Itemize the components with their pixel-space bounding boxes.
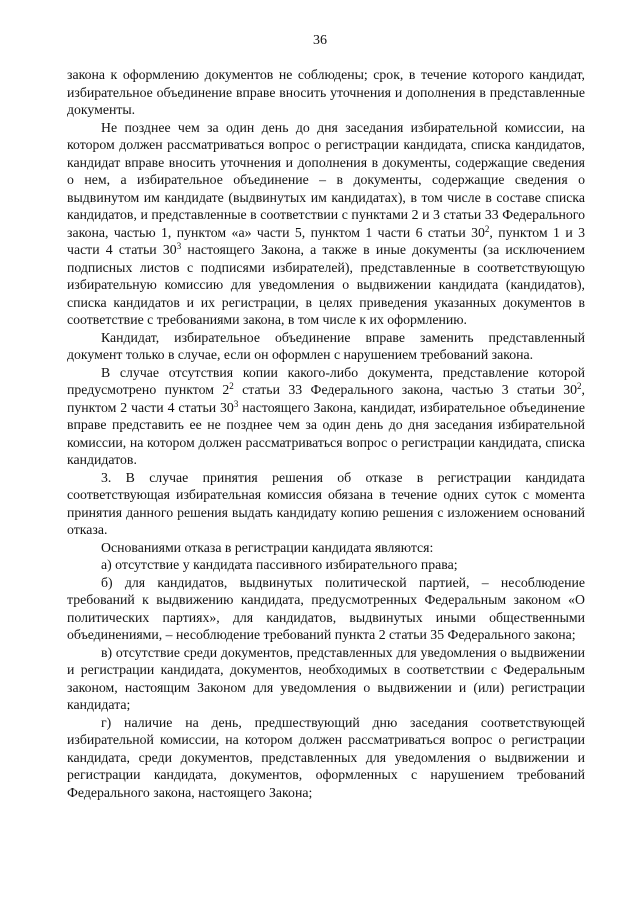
paragraph-text: г) наличие на день, предшествующий дню заседания соответствующей избирательной комиссии, на котором должен рассматриваться вопрос о регистрации кандидата, среди документов, представленных для уведомления о выдвижении и регистрации кандидата, документов, оформленных с нарушением требований Федерального закона, настоящего Закона; <box>67 714 585 800</box>
paragraph-text: 3. В случае принятия решения об отказе в регистрации кандидата соответствующая избирательная комиссия обязана в течение одних суток с момента принятия данного решения выдать кандидату копию решения с изложением оснований отказа. <box>67 469 585 537</box>
paragraph <box>67 714 585 802</box>
paragraph <box>67 539 585 557</box>
paragraph-text: Кандидат, избирательное объединение вправе заменить представленный документ только в случае, если он оформлен с нарушением требований закона. <box>67 329 585 362</box>
paragraph-text: б) для кандидатов, выдвинутых политической партией, – несоблюдение требований к выдвижению кандидата, предусмотренных Федеральным законом «О политических партиях», для кандидатов, выдвинутых иными общественными объединениями, – несоблюдение требований пункта 2 статьи 35 Федерального закона; <box>67 574 585 642</box>
paragraph-text: статьи 33 Федерального закона, частью 3 статьи 30 <box>233 382 578 397</box>
paragraph-text: настоящего Закона, кандидат, избирательное объединение вправе представить ее не позднее чем за один день до дня заседания избирательной комиссии, на котором должен рассматриваться вопрос о регистрации кандидата, списка кандидатов. <box>67 399 585 467</box>
paragraph-text: настоящего Закона, а также в иные документы (за исключением подписных листов с подписями избирателей), представленные в соответствующую избирательную комиссию для уведомления о выдвижении кандидата (кандидатов), списка кандидатов и их регистрации, в целях приведения указанных документов в соответствие с требованиями закона, в том числе к их оформлению. <box>67 242 585 327</box>
paragraph <box>67 364 585 469</box>
paragraph-text: Не позднее чем за один день до дня заседания избирательной комиссии, на котором должен рассматриваться вопрос о регистрации кандидата, списка кандидатов, кандидат вправе вносить уточнения и дополнения в документы, содержащие сведения о нем, а избирательное объединение – в документы, содержащие сведения о выдвинутом им кандидате (выдвинутых им кандидатах), в том числе в составе списка кандидатов, и представленные в соответствии с пунктами 2 и 3 статьи 33 Федерального закона, частью 1, пунктом «а» части 5, пунктом 1 части 6 статьи 30 <box>67 119 585 240</box>
paragraph-text: , пунктом 1 и 3 части 4 статьи 30 <box>67 224 586 257</box>
paragraph-text: закона к оформлению документов не соблюдены; срок, в течение которого кандидат, избирательное объединение вправе вносить уточнения и дополнения в представленные документы. <box>67 67 585 117</box>
page-number: 36 <box>313 33 327 48</box>
paragraph <box>67 119 585 329</box>
paragraph-text: Основаниями отказа в регистрации кандидата являются: <box>101 539 434 555</box>
paragraph-text: , пунктом 2 части 4 статьи 30 <box>67 382 585 415</box>
paragraph <box>67 644 585 714</box>
paragraph-text: а) отсутствие у кандидата пассивного избирательного права; <box>101 557 458 572</box>
paragraph <box>67 329 585 364</box>
paragraph <box>67 556 585 574</box>
superscript: 2 <box>484 223 490 234</box>
paragraph <box>67 574 585 644</box>
superscript: 3 <box>233 398 239 409</box>
document-body <box>67 66 585 801</box>
superscript: 2 <box>229 381 234 391</box>
superscript: 2 <box>577 381 582 391</box>
paragraph <box>67 469 585 539</box>
paragraph <box>67 66 585 119</box>
paragraph-text: В случае отсутствия копии какого-либо документа, представление которой предусмотрено пунктом 2 <box>67 364 585 397</box>
paragraph-text: в) отсутствие среди документов, представленных для уведомления о выдвижении и регистрации кандидата, документов, необходимых в соответствии с Федеральным законом, настоящим Законом для уведомления о выдвижении и (или) регистрации кандидата; <box>67 644 585 712</box>
superscript: 3 <box>176 241 182 251</box>
